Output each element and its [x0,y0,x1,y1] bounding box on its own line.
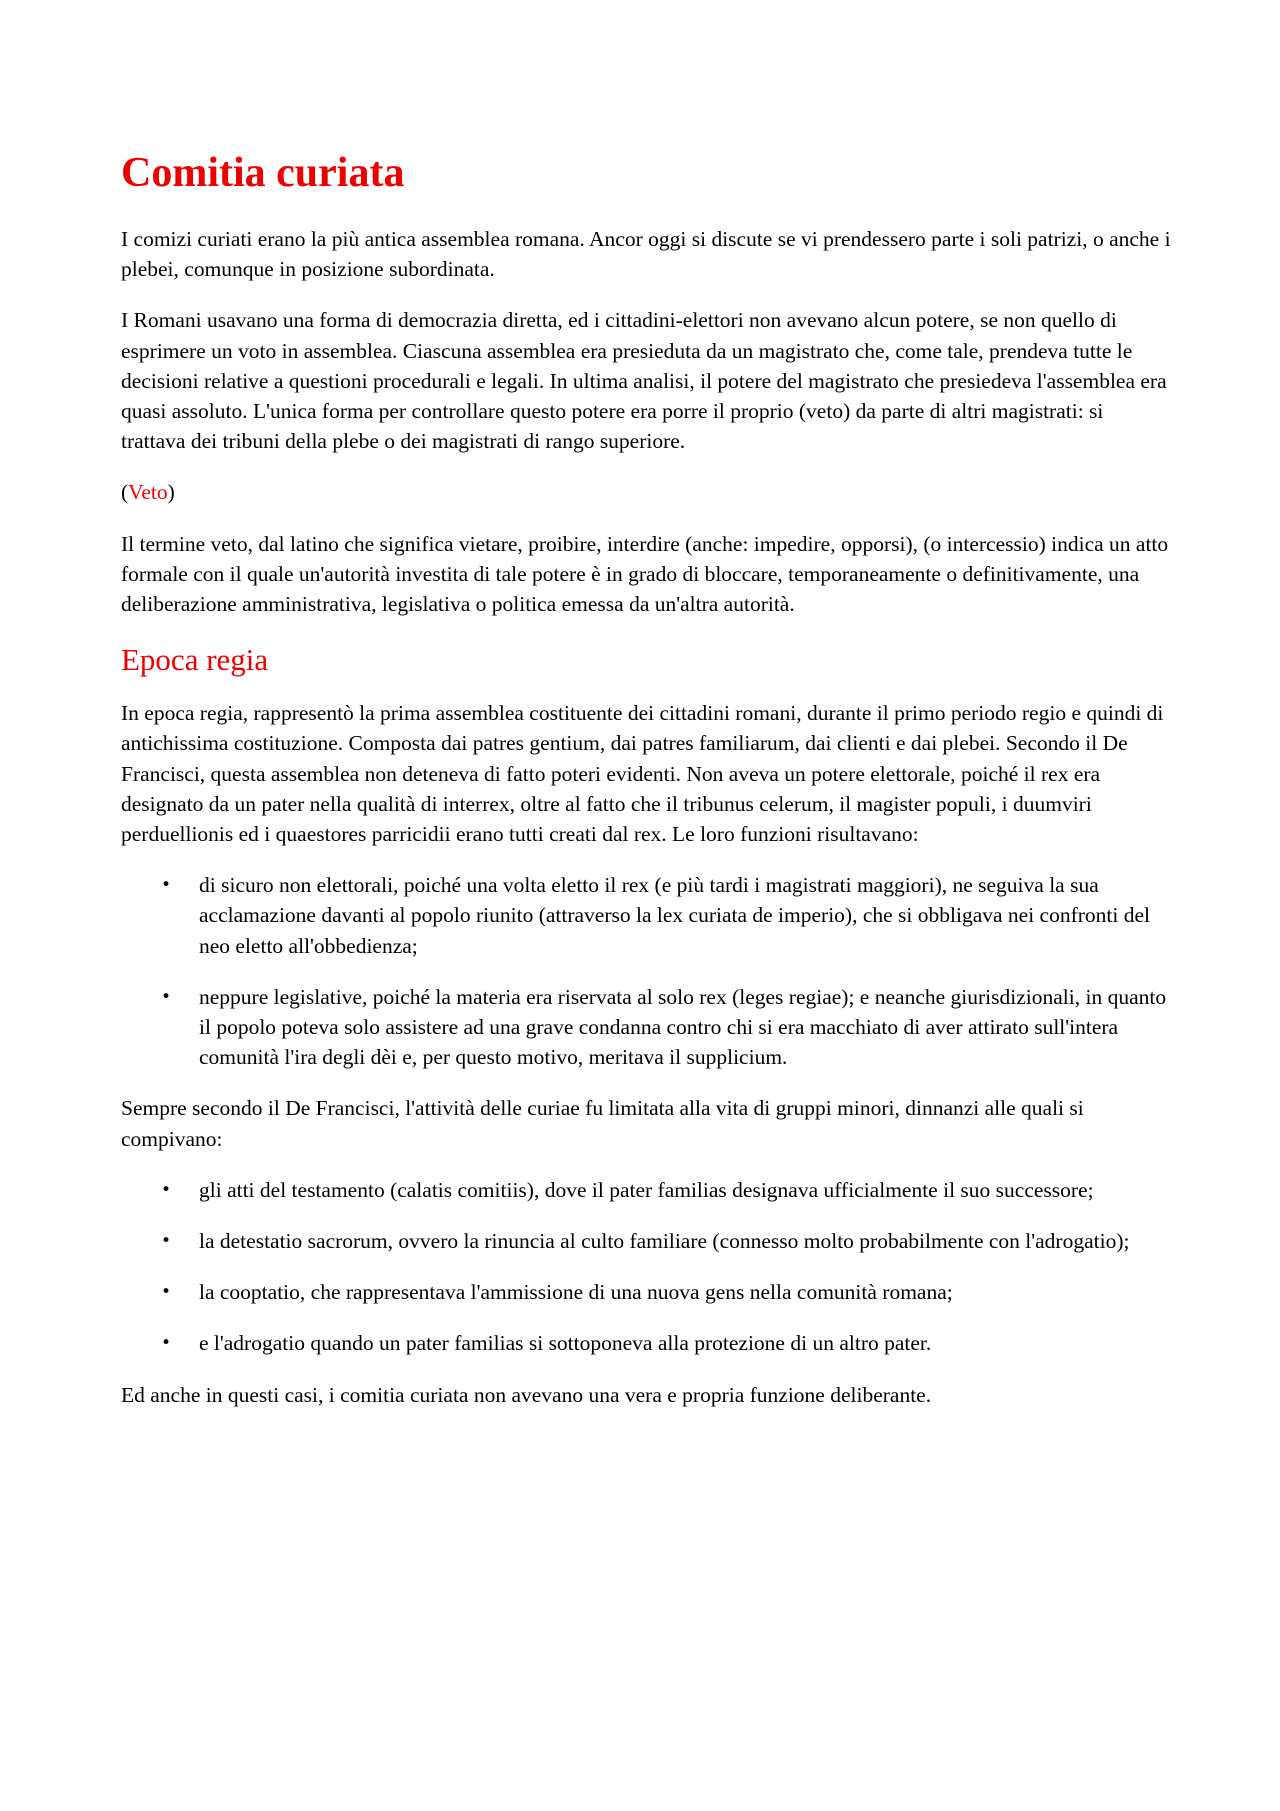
list-item-text: la cooptatio, che rappresentava l'ammissione di una nuova gens nella comunità romana; [199,1280,953,1305]
epoca-regia-paragraph-2: Sempre secondo il De Francisci, l'attività delle curiae fu limitata alla vita di gruppi minori, dinnanzi alle quali si compivano: [121,1096,1084,1151]
veto-link[interactable]: Veto [128,480,168,505]
section-heading-epoca-regia: Epoca regia [121,642,269,678]
epoca-regia-paragraph-3: Ed anche in questi casi, i comitia curiata non avevano una vera e propria funzione deliberante. [121,1382,932,1407]
bullet-icon: • [161,1179,172,1200]
list-item [121,982,1171,1073]
veto-definition-paragraph: Il termine veto, dal latino che significa vietare, proibire, interdire (anche: impedire, opporsi), (o intercessio) indica un atto formale con il quale un'autorità investita di tale potere è in grado di bloccare, temporaneamente o definitivamente, una deliberazione amministrativa, legislativa o politica emessa da un'altra autorità. [121,531,1169,617]
list-item-text: neppure legislative, poiché la materia era riservata al solo rex (leges regiae); e neanche giurisdizionali, in quanto il popolo poteva solo assistere ad una grave condanna contro chi si era macchiato di aver attirato sull'intera comunità l'ira degli dèi e, per questo motivo, meritava il supplicium. [199,984,1167,1070]
epoca-regia-paragraph-1: In epoca regia, rappresentò la prima assemblea costituente dei cittadini romani, durante il primo periodo regio e quindi di antichissima costituzione. Composta dai patres gentium, dai patres familiarum, dai clienti e dai plebei. Secondo il De Francisci, questa assemblea non deteneva di fatto poteri evidenti. Non aveva un potere elettorale, poiché il rex era designato da un pater nella qualità di interrex, oltre al fatto che il tribunus celerum, il magister populi, i duumviri perduellionis ed i quaestores parricidii erano tutti creati dal rex. Le loro funzioni risultavano: [121,701,1164,847]
list-item-text: gli atti del testamento (calatis comitiis), dove il pater familias designava ufficialmente il suo successore; [199,1177,1094,1202]
page-title: Comitia curiata [121,150,405,196]
list-item [121,870,1171,961]
list-item [121,1175,1171,1205]
veto-reference [121,477,1171,507]
functions-list [121,870,1171,1072]
bullet-icon: • [161,1282,172,1303]
veto-close-paren: ) [167,480,175,505]
list-item-text: e l'adrogatio quando un pater familias si sottoponeva alla protezione di un altro pater. [199,1331,932,1356]
acts-list [121,1175,1171,1359]
list-item [121,1277,1171,1307]
document-page [121,148,1171,1431]
list-item-text: la detestatio sacrorum, ovvero la rinuncia al culto familiare (connesso molto probabilmente con l'adrogatio); [199,1229,1130,1254]
list-item [121,1328,1171,1358]
bullet-icon: • [161,1231,172,1252]
list-item-text: di sicuro non elettorali, poiché una volta eletto il rex (e più tardi i magistrati maggiori), ne seguiva la sua acclamazione davanti al popolo riunito (attraverso la lex curiata de imperio), che si obbligava nei confronti del neo eletto all'obbedienza; [199,873,1151,958]
intro-paragraph-2: I Romani usavano una forma di democrazia diretta, ed i cittadini-elettori non avevano alcun potere, se non quello di esprimere un voto in assemblea. Ciascuna assemblea era presieduta da un magistrato che, come tale, prendeva tutte le decisioni relative a questioni procedurali e legali. In ultima analisi, il potere del magistrato che presiedeva l'assemblea era quasi assoluto. L'unica forma per controllare questo potere era porre il proprio (veto) da parte di altri magistrati: si trattava dei tribuni della plebe o dei magistrati di rango superiore. [121,308,1167,454]
list-item [121,1226,1171,1256]
bullet-icon: • [161,875,172,896]
veto-open-paren: ( [121,480,129,505]
bullet-icon: • [161,986,172,1007]
intro-paragraph-1: I comizi curiati erano la più antica assemblea romana. Ancor oggi si discute se vi prendessero parte i soli patrizi, o anche i plebei, comunque in posizione subordinata. [121,227,1171,282]
bullet-icon: • [161,1333,172,1354]
